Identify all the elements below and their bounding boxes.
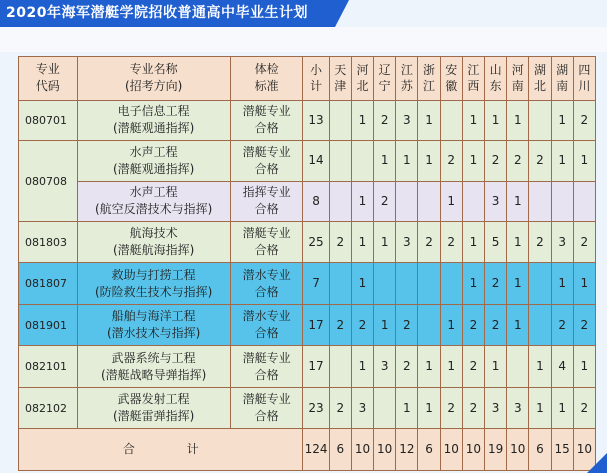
province-count-cell: 2 bbox=[374, 181, 396, 221]
province-count-cell bbox=[374, 387, 396, 429]
province-count-cell: 5 bbox=[484, 221, 506, 263]
major-code: 080708 bbox=[19, 141, 78, 222]
province-count-cell: 3 bbox=[351, 387, 373, 429]
major-name: 武器系统与工程 (潜艇战略导弹指挥) bbox=[77, 346, 230, 388]
subtotal-cell: 7 bbox=[303, 263, 329, 305]
table-row bbox=[19, 221, 596, 263]
physical-standard: 潜艇专业 合格 bbox=[230, 100, 303, 140]
province-count-cell: 1 bbox=[573, 141, 595, 181]
province-count-cell bbox=[329, 141, 351, 181]
province-total-cell: 10 bbox=[462, 429, 484, 471]
province-total-cell: 10 bbox=[573, 429, 595, 471]
province-count-cell: 2 bbox=[529, 221, 551, 263]
province-count-cell: 1 bbox=[573, 263, 595, 305]
province-count-cell bbox=[573, 181, 595, 221]
province-count-cell: 2 bbox=[484, 304, 506, 346]
province-count-cell: 1 bbox=[374, 304, 396, 346]
province-count-cell: 1 bbox=[462, 263, 484, 305]
enrollment-plan-table bbox=[18, 56, 596, 471]
major-code: 082102 bbox=[19, 387, 78, 429]
table-row bbox=[19, 100, 596, 140]
province-count-cell bbox=[462, 181, 484, 221]
province-count-cell: 2 bbox=[462, 387, 484, 429]
province-total-cell: 10 bbox=[374, 429, 396, 471]
major-name: 航海技术 (潜艇航海指挥) bbox=[77, 221, 230, 263]
header-liaoning: 辽宁 bbox=[374, 57, 396, 101]
header-zhejiang: 浙江 bbox=[418, 57, 440, 101]
physical-standard: 指挥专业 合格 bbox=[230, 181, 303, 221]
enrollment-plan-table-wrap bbox=[18, 56, 596, 471]
province-count-cell: 1 bbox=[396, 141, 418, 181]
province-count-cell: 1 bbox=[374, 221, 396, 263]
province-count-cell bbox=[507, 346, 529, 388]
province-count-cell: 1 bbox=[507, 181, 529, 221]
province-count-cell: 2 bbox=[329, 304, 351, 346]
province-count-cell: 2 bbox=[529, 141, 551, 181]
province-count-cell: 1 bbox=[418, 346, 440, 388]
province-count-cell: 1 bbox=[507, 263, 529, 305]
province-total-cell: 15 bbox=[551, 429, 573, 471]
table-row bbox=[19, 346, 596, 388]
province-count-cell: 1 bbox=[484, 100, 506, 140]
major-code: 081901 bbox=[19, 304, 78, 346]
province-count-cell bbox=[529, 304, 551, 346]
province-count-cell: 1 bbox=[484, 346, 506, 388]
province-count-cell: 1 bbox=[507, 304, 529, 346]
province-count-cell: 1 bbox=[551, 387, 573, 429]
province-total-cell: 6 bbox=[529, 429, 551, 471]
province-count-cell: 1 bbox=[418, 100, 440, 140]
physical-standard: 潜艇专业 合格 bbox=[230, 141, 303, 181]
province-count-cell: 1 bbox=[462, 141, 484, 181]
province-count-cell: 1 bbox=[551, 100, 573, 140]
province-count-cell bbox=[329, 346, 351, 388]
province-count-cell: 1 bbox=[351, 181, 373, 221]
major-code: 081803 bbox=[19, 221, 78, 263]
province-count-cell: 2 bbox=[351, 304, 373, 346]
province-count-cell: 1 bbox=[418, 387, 440, 429]
province-count-cell: 1 bbox=[462, 221, 484, 263]
province-count-cell: 1 bbox=[507, 100, 529, 140]
physical-standard: 潜艇专业 合格 bbox=[230, 387, 303, 429]
province-count-cell bbox=[529, 100, 551, 140]
province-count-cell bbox=[440, 100, 462, 140]
subtotal-cell: 25 bbox=[303, 221, 329, 263]
province-total-cell: 10 bbox=[507, 429, 529, 471]
physical-standard: 潜艇专业 合格 bbox=[230, 221, 303, 263]
province-count-cell bbox=[551, 181, 573, 221]
header-shandong: 山东 bbox=[484, 57, 506, 101]
province-count-cell: 2 bbox=[462, 346, 484, 388]
province-total-cell: 10 bbox=[440, 429, 462, 471]
province-count-cell: 2 bbox=[573, 221, 595, 263]
header-anhui: 安徽 bbox=[440, 57, 462, 101]
province-count-cell: 2 bbox=[507, 141, 529, 181]
major-name: 水声工程 (潜艇观通指挥) bbox=[77, 141, 230, 181]
province-count-cell bbox=[418, 263, 440, 305]
header-code: 专业 代码 bbox=[19, 57, 78, 101]
province-count-cell: 1 bbox=[351, 221, 373, 263]
table-row bbox=[19, 304, 596, 346]
province-count-cell bbox=[396, 263, 418, 305]
province-count-cell: 1 bbox=[440, 304, 462, 346]
province-count-cell: 2 bbox=[396, 346, 418, 388]
province-count-cell: 1 bbox=[440, 181, 462, 221]
header-henan: 河南 bbox=[507, 57, 529, 101]
province-count-cell bbox=[418, 304, 440, 346]
header-row bbox=[19, 57, 596, 101]
province-count-cell: 2 bbox=[462, 304, 484, 346]
total-row bbox=[19, 429, 596, 471]
province-count-cell: 2 bbox=[573, 100, 595, 140]
province-count-cell: 1 bbox=[351, 263, 373, 305]
province-total-cell: 10 bbox=[351, 429, 373, 471]
province-count-cell bbox=[418, 181, 440, 221]
major-code: 082101 bbox=[19, 346, 78, 388]
province-count-cell: 2 bbox=[418, 221, 440, 263]
province-count-cell bbox=[529, 263, 551, 305]
province-count-cell: 3 bbox=[396, 100, 418, 140]
header-subtotal: 小计 bbox=[303, 57, 329, 101]
subtotal-cell: 17 bbox=[303, 346, 329, 388]
province-count-cell: 1 bbox=[529, 346, 551, 388]
physical-standard: 潜艇专业 合格 bbox=[230, 346, 303, 388]
subtotal-cell: 13 bbox=[303, 100, 329, 140]
province-count-cell bbox=[351, 141, 373, 181]
province-count-cell: 2 bbox=[573, 304, 595, 346]
province-count-cell: 3 bbox=[484, 181, 506, 221]
physical-standard: 潜水专业 合格 bbox=[230, 263, 303, 305]
province-count-cell: 1 bbox=[507, 221, 529, 263]
major-name: 船舶与海洋工程 (潜水技术与指挥) bbox=[77, 304, 230, 346]
province-count-cell: 2 bbox=[484, 141, 506, 181]
province-count-cell: 1 bbox=[529, 387, 551, 429]
subtotal-cell: 17 bbox=[303, 304, 329, 346]
province-count-cell: 2 bbox=[440, 141, 462, 181]
major-name: 救助与打捞工程 (防险救生技术与指挥) bbox=[77, 263, 230, 305]
total-label: 合 计 bbox=[19, 429, 303, 471]
subtotal-cell: 8 bbox=[303, 181, 329, 221]
province-count-cell: 4 bbox=[551, 346, 573, 388]
header-jiangxi: 江西 bbox=[462, 57, 484, 101]
province-count-cell bbox=[440, 263, 462, 305]
province-count-cell: 3 bbox=[507, 387, 529, 429]
major-name: 水声工程 (航空反潜技术与指挥) bbox=[77, 181, 230, 221]
province-count-cell: 2 bbox=[484, 263, 506, 305]
major-code: 080701 bbox=[19, 100, 78, 140]
physical-standard: 潜水专业 合格 bbox=[230, 304, 303, 346]
province-count-cell: 1 bbox=[440, 346, 462, 388]
header-hunan: 湖南 bbox=[551, 57, 573, 101]
province-count-cell: 1 bbox=[351, 346, 373, 388]
province-count-cell: 2 bbox=[329, 221, 351, 263]
header-major: 专业名称 (招考方向) bbox=[77, 57, 230, 101]
table-row bbox=[19, 387, 596, 429]
province-count-cell bbox=[329, 263, 351, 305]
header-tianjin: 天津 bbox=[329, 57, 351, 101]
province-count-cell: 2 bbox=[329, 387, 351, 429]
major-code: 081807 bbox=[19, 263, 78, 305]
header-physical: 体检 标准 bbox=[230, 57, 303, 101]
province-count-cell bbox=[529, 181, 551, 221]
top-strip bbox=[0, 27, 607, 52]
province-count-cell: 3 bbox=[484, 387, 506, 429]
province-count-cell: 3 bbox=[396, 221, 418, 263]
major-name: 电子信息工程 (潜艇观通指挥) bbox=[77, 100, 230, 140]
province-count-cell: 1 bbox=[351, 100, 373, 140]
header-hebei: 河北 bbox=[351, 57, 373, 101]
province-count-cell: 1 bbox=[418, 141, 440, 181]
province-count-cell: 1 bbox=[573, 346, 595, 388]
header-sichuan: 四川 bbox=[573, 57, 595, 101]
province-count-cell bbox=[329, 181, 351, 221]
province-count-cell bbox=[396, 181, 418, 221]
province-count-cell: 2 bbox=[440, 221, 462, 263]
corner-decoration bbox=[587, 453, 607, 473]
province-total-cell: 19 bbox=[484, 429, 506, 471]
province-count-cell: 2 bbox=[440, 387, 462, 429]
province-count-cell: 1 bbox=[374, 141, 396, 181]
subtotal-cell: 23 bbox=[303, 387, 329, 429]
province-count-cell bbox=[329, 100, 351, 140]
province-count-cell: 2 bbox=[396, 304, 418, 346]
province-count-cell: 1 bbox=[462, 100, 484, 140]
province-count-cell: 2 bbox=[551, 304, 573, 346]
table-row bbox=[19, 263, 596, 305]
major-name: 武器发射工程 (潜艇雷弹指挥) bbox=[77, 387, 230, 429]
province-count-cell: 1 bbox=[551, 141, 573, 181]
province-count-cell: 3 bbox=[551, 221, 573, 263]
province-count-cell: 1 bbox=[551, 263, 573, 305]
table-row bbox=[19, 141, 596, 181]
province-count-cell: 2 bbox=[374, 100, 396, 140]
header-hubei: 湖北 bbox=[529, 57, 551, 101]
province-count-cell bbox=[374, 263, 396, 305]
grand-total-cell: 124 bbox=[303, 429, 329, 471]
province-total-cell: 6 bbox=[418, 429, 440, 471]
table-row bbox=[19, 181, 596, 221]
page-title: 2020年海军潜艇学院招收普通高中毕业生计划 bbox=[0, 0, 335, 27]
province-count-cell: 1 bbox=[396, 387, 418, 429]
province-count-cell: 3 bbox=[374, 346, 396, 388]
subtotal-cell: 14 bbox=[303, 141, 329, 181]
province-total-cell: 6 bbox=[329, 429, 351, 471]
province-total-cell: 12 bbox=[396, 429, 418, 471]
header-jiangsu: 江苏 bbox=[396, 57, 418, 101]
province-count-cell: 2 bbox=[573, 387, 595, 429]
